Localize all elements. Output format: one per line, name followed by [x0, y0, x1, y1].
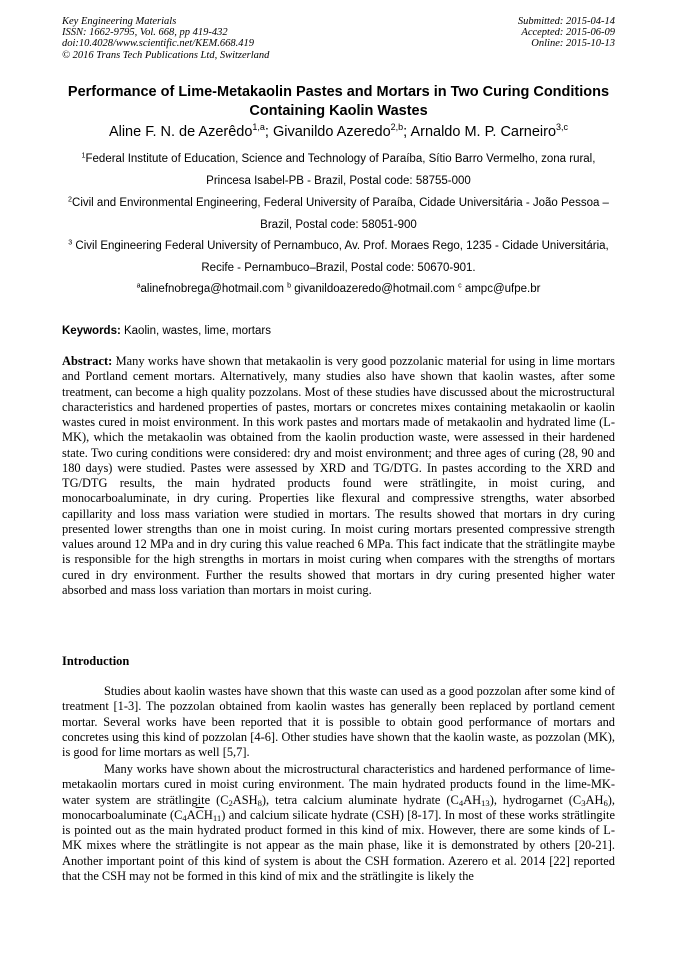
section-heading-introduction: Introduction: [62, 654, 130, 668]
submission-dates: [518, 16, 615, 50]
author-name: Arnaldo M. P. Carneiro: [410, 124, 557, 140]
affiliation-mark: 1: [81, 151, 86, 160]
subscript: 8: [257, 797, 262, 808]
text-run: ), hydrogarnet (C: [489, 792, 582, 807]
subscript: 4: [458, 797, 464, 808]
text-run: A: [186, 807, 196, 822]
online-date: Online: 2015-10-13: [531, 38, 615, 50]
author-separator: ;: [403, 124, 411, 140]
text-run: Many works have shown about the microstructural characteristics and hardened performance of lime-metakaolin mortars cured in moist curing environment. The main hydrated products found in the lime-MK-water system are strätlingite (C: [62, 762, 615, 807]
author-name: Givanildo Azeredo: [272, 124, 391, 140]
intro-paragraph-1: Studies about kaolin wastes have shown that this waste can used as a good pozzolan after some kind of treatment [1-3]. The pozzolan obtained from kaolin wastes has generally been replaced by portland cement mortar. Several works have been reported that it is possible to obtain good performance of mortars and concretes using this kind of pozzolan [4-6]. Other studies have shown that the kaolin waste, as pozzolan (MK), is good for lime mortars as well [5,7].: [62, 684, 615, 759]
affiliation-3: [62, 235, 615, 279]
text-run: ), monocarboaluminate (C: [62, 792, 615, 822]
subscript: 4: [182, 812, 187, 823]
submitted-date: Submitted: 2015-04-14: [517, 16, 615, 27]
affiliation-mark: 2: [68, 195, 73, 204]
text-run: AH: [585, 792, 604, 807]
keywords-text: Kaolin, wastes, lime, mortars: [120, 325, 271, 337]
affiliation-text: Civil Engineering Federal University of Pernambuco, Av. Prof. Moraes Rego, 1235 - Cidade Universitária, Recife - Pernambuco–Brazil, Postal code: 50670-901.: [72, 240, 609, 274]
abstract-paragraph: [62, 354, 615, 598]
subscript: 13: [481, 797, 490, 808]
intro-paragraph-2: [62, 762, 615, 884]
email-link[interactable]: alinefnobrega@hotmail.com: [140, 283, 288, 295]
text-run: ), tetra calcium aluminate hydrate (C: [261, 792, 459, 807]
journal-name: Key Engineering Materials: [62, 16, 177, 27]
author-affiliation-mark: 2,b: [390, 122, 404, 133]
text-run: AH: [463, 792, 482, 807]
text-run: H: [203, 807, 213, 822]
affiliation-2: [62, 192, 615, 236]
affiliation-1: [62, 148, 615, 192]
abstract-label: Abstract:: [62, 354, 113, 368]
author-affiliation-mark: 1,a: [252, 122, 265, 133]
email-link[interactable]: givanildoazeredo@hotmail.com: [291, 283, 459, 295]
affiliation-text: Federal Institute of Education, Science and Technology of Paraíba, Sítio Barro Vermelho, zona rural, Princesa Isabel-PB - Brazil, Postal code: 58755-000: [85, 153, 596, 187]
email-mark: b: [287, 281, 292, 290]
text-run: ASH: [232, 792, 258, 807]
text-run: ) and calcium silicate hydrate (CSH) [8-17]. In most of these works strätlingite is pointed out as the main hydrated product formed in this kind of mix. However, there are some kinds of L-MK mixes where the strätlingite is not appear as the main phase, like it is demonstrated by others [20-21]. Another important point of this kind of system is about the CSH formation. Azerero et al. 2014 [22] reported that the CSH may not be formed in this kind of mix and the strätlingite is likely the: [62, 807, 615, 883]
email-link[interactable]: ampc@ufpe.br: [461, 283, 541, 295]
email-mark: a: [136, 281, 141, 290]
email-mark: c: [458, 281, 462, 290]
author-list: [62, 122, 615, 142]
affiliation-mark: 3: [68, 238, 73, 247]
subscript: 11: [212, 812, 222, 823]
subscript: 6: [603, 797, 608, 808]
keywords-label: Keywords:: [62, 325, 121, 337]
subscript: 3: [581, 797, 586, 808]
author-separator: ;: [264, 124, 273, 140]
keywords-line: [62, 324, 271, 338]
author-affiliation-mark: 3,c: [556, 122, 569, 133]
journal-copyright: © 2016 Trans Tech Publications Ltd, Switzerland: [62, 49, 270, 61]
subscript: 2: [228, 797, 233, 808]
journal-doi[interactable]: doi:10.4028/www.scientific.net/KEM.668.419: [62, 38, 254, 50]
paper-title: Performance of Lime-Metakaolin Pastes and Mortars in Two Curing Conditions Containing Kaolin Wastes: [67, 84, 610, 119]
journal-info: [62, 16, 269, 61]
affiliation-text: Civil and Environmental Engineering, Federal University of Paraíba, Cidade Universitária - João Pessoa – Brazil, Postal code: 58051-900: [72, 197, 609, 231]
overlined-carbonate: $\overline{C}$: [195, 807, 204, 822]
author-emails: [62, 279, 615, 299]
accepted-date: Accepted: 2015-06-09: [521, 27, 615, 39]
journal-issn: ISSN: 1662-9795, Vol. 668, pp 419-432: [62, 27, 228, 39]
author-name: Aline F. N. de Azerêdo: [108, 124, 253, 140]
abstract-text: Many works have shown that metakaolin is very good pozzolanic material for using in lime mortars and Portland cement mortars. Alternatively, many studies also have shown that kaolin wastes, after some treatment, can become a high quality pozzolans. Most of these studies have discussed about the microstructural characteristics and hardened properties of pastes, mortars or concretes mixes containing metakaolin or kaolin wastes cured in moist environment. In this work pastes and mortars made of metakaolin and hydrated lime (L-MK), which the metakaolin was obtained from the kaolin production waste, were assessed in their hardened state. Two curing conditions were considered: dry and moist environment; and three ages of curing (28, 90 and 180 days) were studied. Pastes were assessed by XRD and TG/DTG. In pastes according to the XRD and TG/DTG results, the main hydrated products found were strätlingite, in moist curing, and monocarboaluminate, in dry curing. Properties like flexural and compressive strengths, water absorbed capillarity and loss mass variation were studied in mortars. The results showed that mortars in dry curing presented lower strengths than one in moist curing. In moist curing mortars presented compressive strength values around 12 MPa and in dry curing this value reached 6 MPa. This fact indicate that the strätlingite maybe is responsible for the high strengths in mortars in moist curing when compares with the strengths of mortars cured in dry environment. Further the results showed that mortars in dry curing presented higher water absorbed and mass loss variation than mortars in moist curing.: [62, 354, 615, 597]
